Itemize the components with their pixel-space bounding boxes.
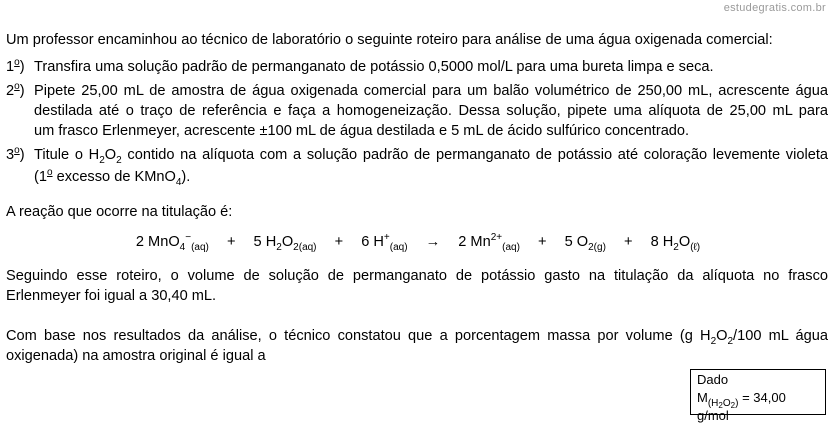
watermark: estudegratis.com.br [723,2,826,14]
step-3-text: Titule o $H_2O_2$ contido na alíquota com a solução padrão de permanganato de potássio até coloração levemente violeta (1$^o$ excesso de KMnO$_4$). [34,147,828,188]
equation-term-permanganate: 2 MnO$_4$−$_{(aq)}$ [135,232,209,253]
step-2-number: 2$^o$) [6,81,25,99]
equation-term-oxygen: 5 $O_{2(g)}$ [564,234,606,253]
intro-paragraph [6,30,828,50]
intro-text: Um professor encaminhou ao técnico de laboratório o seguinte roteiro para análise de uma água oxigenada comercial: [6,32,773,48]
reaction-equation: 2 MnO$_4$−$_{(aq)}$ + 5 $H_2O_{2(aq)} + 6$ $H^+_{(aq)} \to 2$ $Mn^{2+}_{(aq)} + 5$ $O_{2(g)} + 8$ $H_2O_{(\ell)}$ [135,232,701,253]
equation-term-manganese: 2 $Mn^{2+}_{(aq)}$ [458,232,520,253]
reaction-intro: A reação que ocorre na titulação é: [6,204,233,220]
equation-arrow: → [425,234,441,250]
step-3-number: 3$^o$) [6,145,25,163]
result-paragraph: Seguindo esse roteiro, o volume de solução de permanganato de potássio gasto na titulação da alíquota no frasco Erlenmeyer foi igual a 30,40 mL. [6,268,828,304]
equation-term-hydrogen: 6 $H^+_{(aq)}$ [361,232,408,253]
data-box [690,369,826,423]
equation-term-water: 8 $H_2O_{(\ell)}$ [650,234,701,253]
step-1-text: Transfira uma solução padrão de permanganato de potássio 0,5000 mol/L para uma bureta limpa e seca. [34,59,714,75]
data-box-title: Dado [697,372,729,387]
data-box-molar-mass: $M_{(H_2O_2)} = 34,00$ g/mol [697,390,786,423]
step-2-text: Pipete 25,00 mL de amostra de água oxigenada comercial para um balão volumétrico de 250,00 mL, acrescente água destilada até o traço de referência e faça a homogeneização. Dessa solução, pipete uma alíquota de 25,00 mL para um frasco Erlenmeyer, acrescente ±100 mL de água destilada e 5 mL de ácido sulfúrico concentrado. [34,83,828,139]
question-paragraph: Com base nos resultados da análise, o técnico constatou que a porcentagem massa por volume (g $H_2O_2/100$ mL água oxigenada) na amostra original é igual a [6,328,828,364]
step-1-number: 1$^o$) [6,57,25,75]
equation-term-peroxide: 5 $H_2O_{2(aq)}$ [253,234,317,253]
